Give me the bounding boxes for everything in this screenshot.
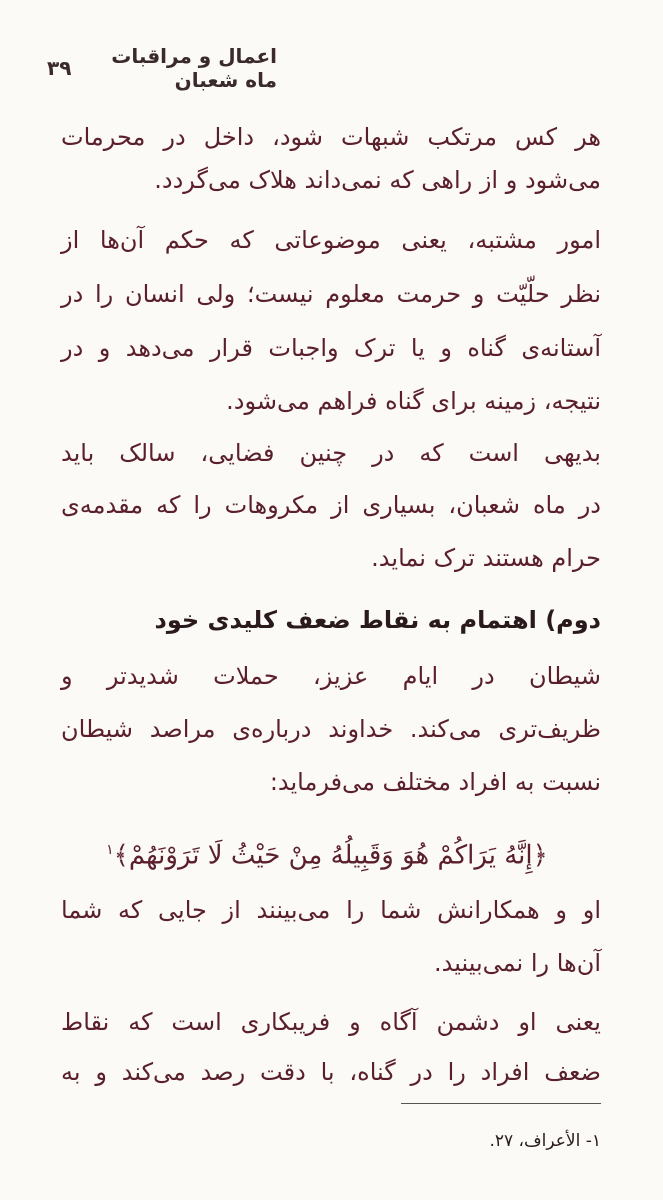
- quran-verse: [87, 824, 567, 880]
- paragraph-2-line: آستانه‌ی گناه و یا ترک واجبات قرار می‌دهد و در: [61, 334, 601, 362]
- page-number: ۳۹: [47, 56, 72, 80]
- paragraph-2-line: امور مشتبه، یعنی موضوعاتی که حکم آن‌ها از: [61, 226, 601, 254]
- verse-text: ﴿إِنَّهُ يَرَاكُمْ هُوَ وَقَبِيلُهُ مِنْ حَيْثُ لَا تَرَوْنَهُمْ﴾: [113, 840, 548, 871]
- footnote: ۱- الأعراف، ۲۷.: [489, 1131, 601, 1151]
- footnote-ref-marker: ۱: [106, 842, 114, 858]
- footnote-divider: [401, 1103, 601, 1104]
- paragraph-2-line: نتیجه، زمینه برای گناه فراهم می‌شود.: [226, 387, 601, 415]
- paragraph-2-line: نظر حلّیّت و حرمت معلوم نیست؛ ولی انسان را در: [61, 280, 601, 308]
- paragraph-5-line: او و همکارانش شما را می‌بینند از جایی که شما: [61, 896, 601, 924]
- paragraph-1-line: هر کس مرتکب شبهات شود، داخل در محرمات: [61, 123, 601, 151]
- paragraph-6-line: یعنی او دشمن آگاه و فریبکاری است که نقاط: [61, 1008, 601, 1036]
- running-title: اعمال و مراقبات ماه شعبان: [111, 44, 277, 92]
- page-header: [47, 44, 277, 92]
- paragraph-4-line: شیطان در ایام عزیز، حملات شدیدتر و: [61, 662, 601, 690]
- paragraph-3-line: در ماه شعبان، بسیاری از مکروهات را که مقدمه‌ی: [61, 491, 601, 519]
- section-heading: دوم) اهتمام به نقاط ضعف کلیدی خود: [154, 606, 601, 634]
- paragraph-4-line: ظریف‌تری می‌کند. خداوند درباره‌ی مراصد شیطان: [61, 715, 601, 743]
- paragraph-5-line: آن‌ها را نمی‌بینید.: [434, 949, 601, 977]
- paragraph-6-line: ضعف افراد را در گناه، با دقت رصد می‌کند و به: [61, 1058, 601, 1086]
- paragraph-4-line: نسبت به افراد مختلف می‌فرماید:: [269, 768, 601, 796]
- paragraph-1-line: می‌شود و از راهی که نمی‌داند هلاک می‌گردد.: [154, 166, 601, 194]
- paragraph-3-line: بدیهی است که در چنین فضایی، سالک باید: [61, 439, 601, 467]
- paragraph-3-line: حرام هستند ترک نماید.: [371, 544, 601, 572]
